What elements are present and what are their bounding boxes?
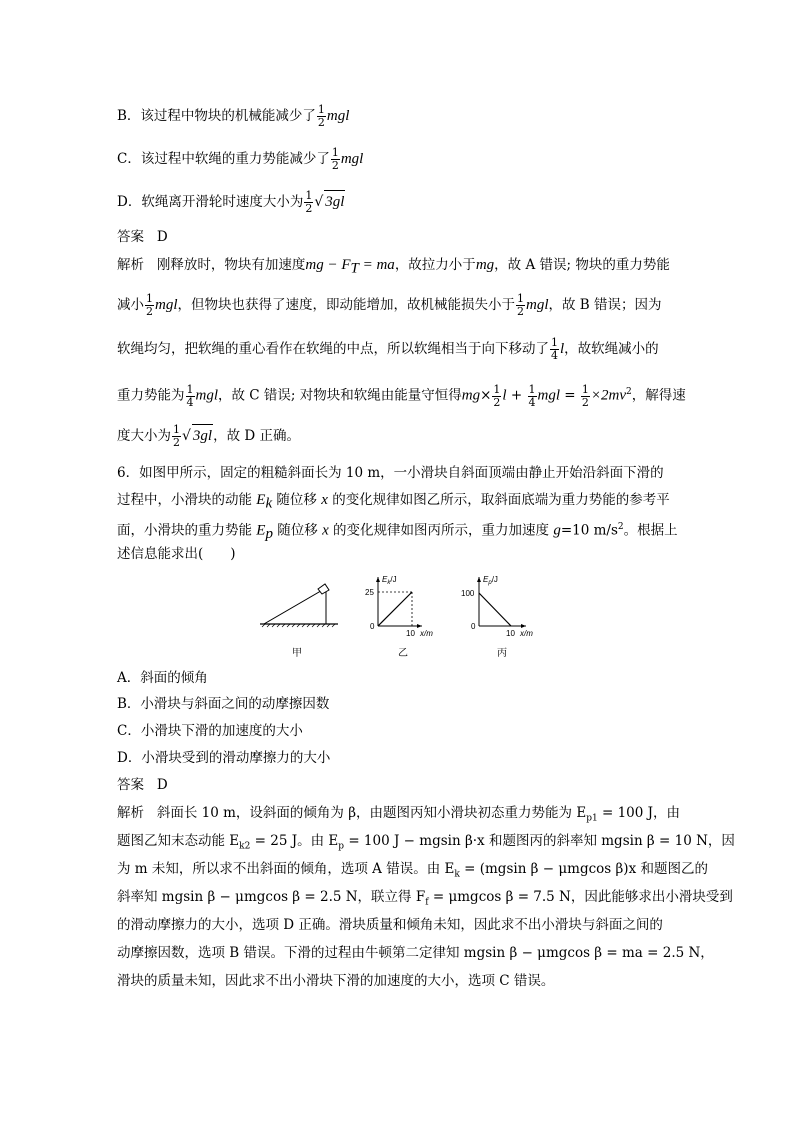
q6-stem-line-3: 面，小滑块的重力势能 $E_p$ 随位移 x 的变化规律如图丙所示，重力加速度 g=10 $m/s^2$。根据上 — [117, 522, 678, 543]
incline-diagram — [260, 584, 338, 659]
q5-analysis-line-2: 减小 $\frac{1}{2}$ mgl，但物块也获得了速度，即动能增加，故机械能损失小于 $\frac{1}{2}$ mgl，故 B 错误；因为 — [117, 292, 662, 318]
ep-x-tick: 10 — [506, 629, 515, 638]
q5-option-c: C．该过程中软绳的重力势能减少了 $\frac{1}{2}$ mgl — [117, 146, 364, 172]
chart-ek — [365, 575, 433, 659]
label-bing: 丙 — [497, 648, 507, 659]
slider-block — [318, 584, 329, 594]
q6-figures — [254, 572, 554, 662]
q6-option-b: B．小滑块与斜面之间的动摩擦因数 — [117, 696, 330, 712]
ek-x-label: x/m — [420, 629, 433, 638]
q6-analysis-line-1: 解析 斜面长 10 m，设斜面的倾角为 β，由题图丙知小滑块初态重力势能为 $E_{p1} = 100$ J，由 — [117, 805, 681, 824]
ep-y-arrow — [477, 577, 481, 582]
q6-stem-line-2: 过程中，小滑块的动能 $E_k$ 随位移 x 的变化规律如图乙所示，取斜面底端为重力势能的参考平 — [117, 492, 670, 512]
ek-x-tick: 10 — [406, 629, 415, 638]
ek-x-arrow — [417, 624, 422, 628]
incline-triangle — [264, 588, 326, 624]
ep-y-tick: 100 — [461, 589, 475, 598]
chart-ep — [461, 575, 533, 659]
q6-analysis-line-5: 的滑动摩擦力的大小，选项 D 正确。滑块质量和倾角未知，因此求不出小滑块与斜面之间的 — [117, 917, 663, 933]
q5-analysis-line-4: 重力势能为 $\frac{1}{4}$ mgl，故 C 错误; 对物块和软绳由能量守恒得mg× $\frac{1}{2}$ l + $\frac{1}{4}$ mgl = $\frac{1}{2}$ $\times 2mv^2$，解得速 — [117, 382, 686, 409]
ek-origin: 0 — [370, 622, 375, 631]
q6-stem-line-1: 6．如图甲所示，固定的粗糙斜面长为 10 m，一小滑块自斜面顶端由静止开始沿斜面下滑的 — [117, 465, 664, 481]
q6-analysis-line-7: 滑块的质量未知，因此求不出小滑块下滑的加速度的大小，选项 C 错误。 — [117, 973, 555, 989]
q5-analysis-line-3: 软绳均匀，把软绳的重心看作在软绳的中点，所以软绳相当于向下移动了 $\frac{1}{4}$ l，故软绳减小的 — [117, 336, 659, 362]
q5-answer: 答案 D — [117, 229, 168, 245]
ep-line — [479, 593, 511, 626]
q6-analysis-line-2: 题图乙知末态动能 $E_{k2} = 25$ J。由 $E_p = 100$ J − mgsin β·x 和题图丙的斜率知 mgsin β = 10 N，因 — [117, 833, 735, 852]
ep-x-arrow — [521, 624, 526, 628]
ek-y-arrow — [376, 577, 380, 582]
q6-stem-line-4: 述信息能求出( ) — [117, 546, 236, 562]
ek-y-label: $E_k/J$ — [382, 575, 397, 586]
q5-analysis-line-5: 度大小为 $\frac{1}{2}$ √ 3gl，故 D 正确。 — [117, 423, 300, 449]
ek-line — [378, 592, 412, 626]
label-yi: 乙 — [398, 648, 408, 659]
ep-origin: 0 — [471, 622, 476, 631]
q6-analysis-line-6: 动摩擦因数，选项 B 错误。下滑的过程由牛顿第二定律知 mgsin β − μmgcos β = ma = 2.5 N， — [117, 945, 714, 961]
q6-option-a: A．斜面的倾角 — [117, 670, 208, 686]
q5-analysis-line-1: 解析 刚释放时，物块有加速度mg − $F_T$ = ma，故拉力小于mg，故 A 错误; 物块的重力势能 — [117, 257, 670, 277]
q6-analysis-line-4: 斜率知 mgsin β − μmgcos β = 2.5 N，联立得 $F_f = \mu mgcos$ β = 7.5 N，因此能够求出小滑块受到 — [117, 889, 733, 908]
q6-analysis-line-3: 为 m 未知，所以求不出斜面的倾角，选项 A 错误。由 $E_k = (mgsin$ β − μmgcos β)x 和题图乙的 — [117, 861, 708, 880]
ep-y-label: $E_p/J$ — [483, 575, 498, 586]
q5-option-d: D．软绳离开滑轮时速度大小为 $\frac{1}{2}$ √ 3gl — [117, 189, 345, 215]
q5-option-b: B．该过程中物块的机械能减少了 $\frac{1}{2}$ mgl — [117, 103, 350, 129]
q6-option-d: D．小滑块受到的滑动摩擦力的大小 — [117, 750, 331, 766]
ep-x-label: x/m — [520, 629, 533, 638]
q6-option-c: C．小滑块下滑的加速度的大小 — [117, 723, 303, 739]
label-jia: 甲 — [292, 648, 302, 659]
ek-y-tick: 25 — [365, 588, 374, 597]
q6-answer: 答案 D — [117, 777, 168, 793]
